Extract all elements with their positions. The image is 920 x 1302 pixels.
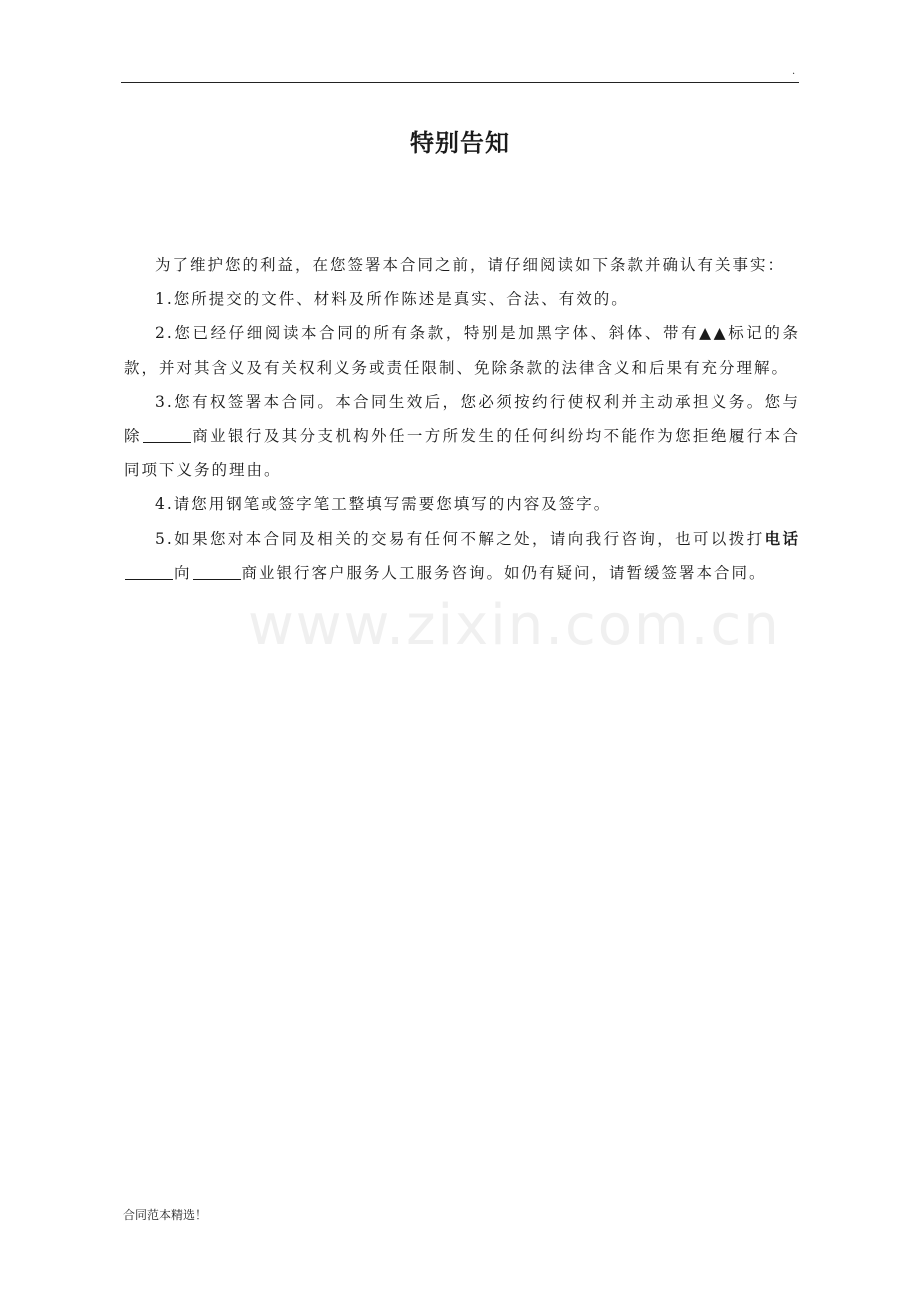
item-5-text-end: 商业银行客户服务人工服务咨询。如仍有疑问，请暂缓签署本合同。 — [241, 563, 767, 582]
page-title: 特别告知 — [410, 128, 510, 157]
phone-number-blank — [125, 563, 173, 580]
item-3-text-after: 商业银行及其分支机构外任一方所发生的任何纠纷均不能作为您拒绝履行本合同项下义务的理由。 — [124, 427, 800, 480]
item-3 — [124, 385, 800, 488]
bank-name-blank-2 — [193, 563, 241, 580]
item-5-text-start: 5.如果您对本合同及相关的交易有任何不解之处，请向我行咨询，也可以拨打 — [155, 529, 765, 548]
item-4: 4.请您用钢笔或签字笔工整填写需要您填写的内容及签字。 — [155, 495, 612, 514]
bank-name-blank — [143, 427, 191, 444]
item-5 — [124, 522, 800, 590]
intro-paragraph: 为了维护您的利益，在您签署本合同之前，请仔细阅读如下条款并确认有关事实： — [155, 256, 786, 274]
footer-text: 合同范本精选！ — [123, 1208, 208, 1222]
header-dot: . — [792, 66, 796, 77]
phone-label: 电话 — [764, 528, 800, 548]
watermark: www.zixin.com.cn — [248, 593, 781, 658]
item-1: 1.您所提交的文件、材料及所作陈述是真实、合法、有效的。 — [155, 290, 629, 309]
notice-body — [124, 248, 800, 590]
header-rule — [121, 82, 799, 83]
item-2: 2.您已经仔细阅读本合同的所有条款，特别是加黑字体、斜体、带有▲▲标记的条款，并对其含义及有关权利义务或责任限制、免除条款的法律含义和后果有充分理解。 — [124, 324, 800, 377]
item-5-text-mid: 向 — [174, 563, 192, 582]
item-3-text-before: 3.您有权签署本合同。本合同生效后，您必须按约行使权利并主动承担义务。您与除 — [124, 392, 800, 446]
